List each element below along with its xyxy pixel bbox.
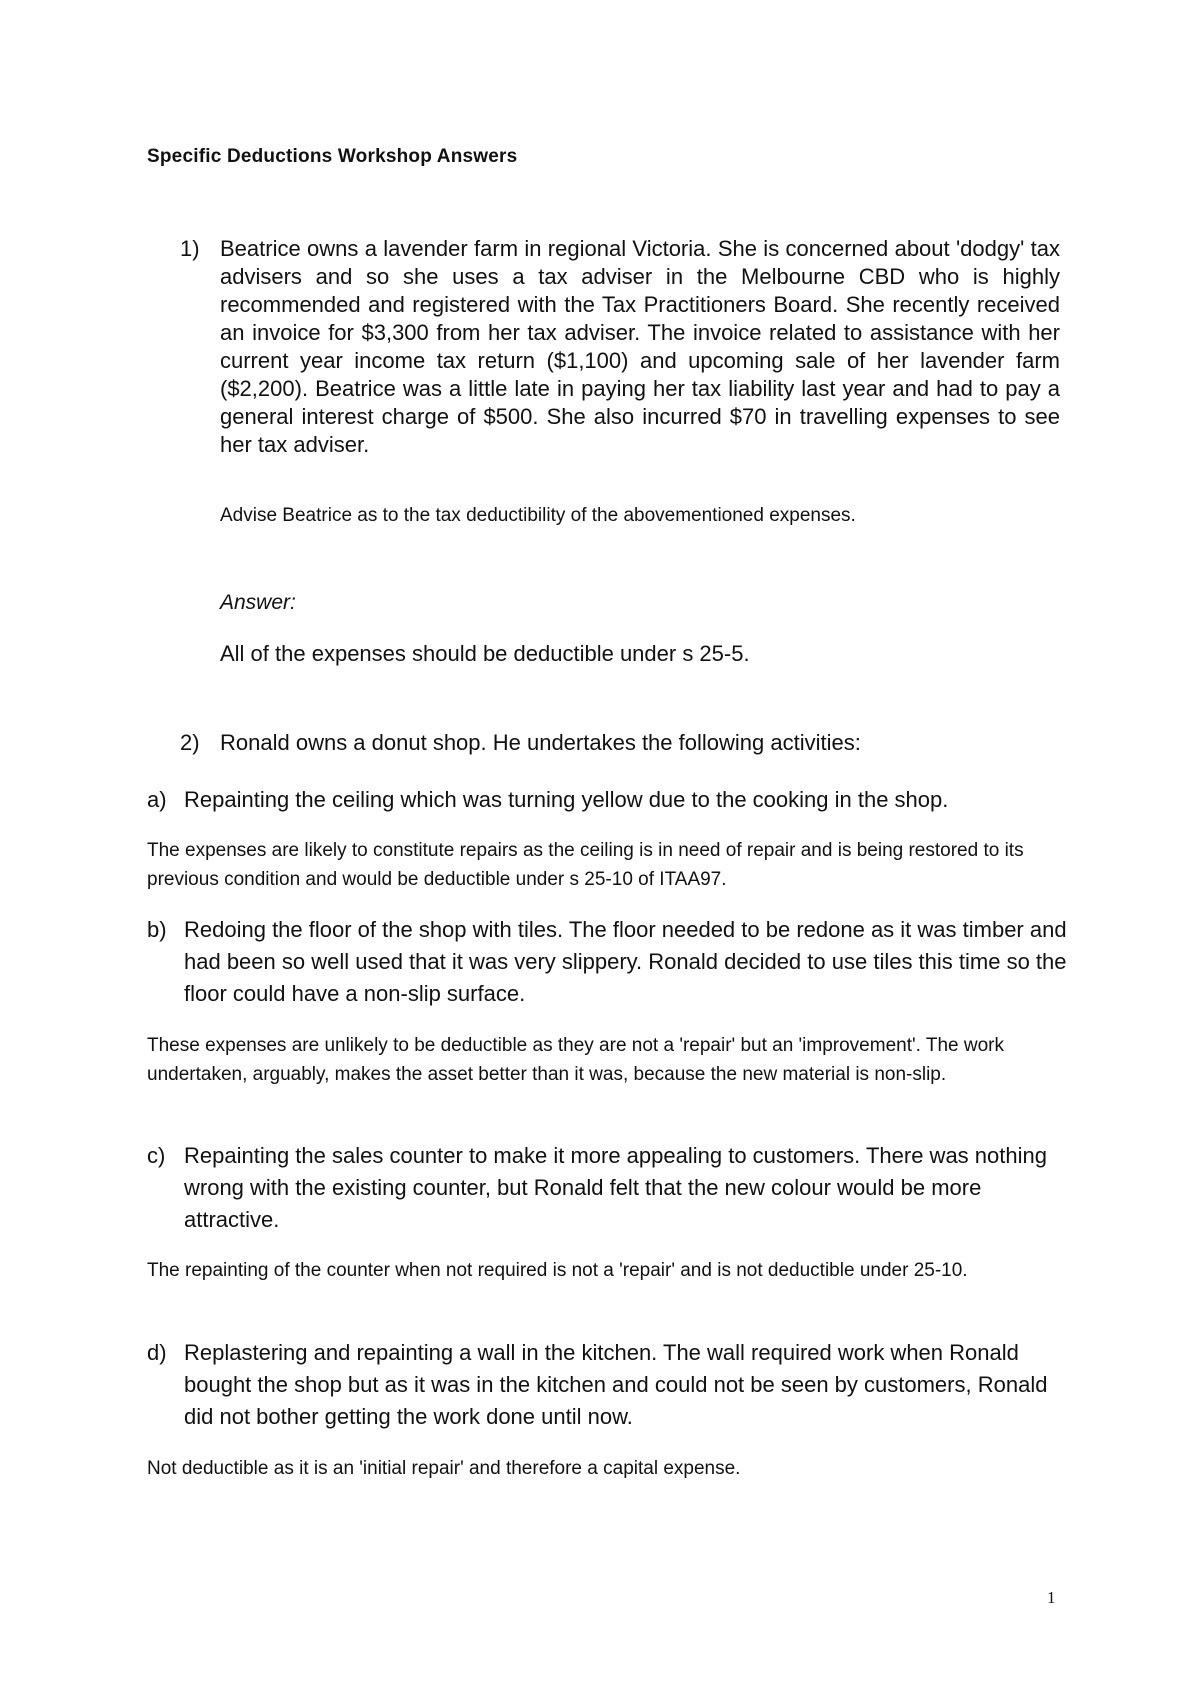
- part-c-text: Repainting the sales counter to make it more appealing to customers. There was nothing wrong with the existing counter, but Ronald felt that the new colour would be more attractive.: [184, 1143, 1047, 1232]
- question-2-text: Ronald owns a donut shop. He undertakes the following activities:: [220, 730, 861, 755]
- part-a-response: The expenses are likely to constitute repairs as the ceiling is in need of repair and is being restored to its previous condition and would be deductible under s 25-10 of ITAA97.: [147, 840, 1024, 890]
- part-c: [147, 1140, 1067, 1236]
- answer-text: All of the expenses should be deductible under s 25-5.: [220, 641, 750, 666]
- part-a-letter: a): [147, 787, 167, 812]
- part-a-text: Repainting the ceiling which was turning yellow due to the cooking in the shop.: [184, 787, 949, 812]
- part-b-response: These expenses are unlikely to be deductible as they are not a 'repair' but an 'improvement'. The work undertaken, arguably, makes the asset better than it was, because the new material is non-slip.: [147, 1035, 1004, 1085]
- question-2-number: 2): [180, 730, 200, 755]
- question-2: [180, 730, 861, 756]
- part-d: [147, 1337, 1067, 1433]
- question-1-instruction: Advise Beatrice as to the tax deductibility of the abovementioned expenses.: [220, 505, 856, 526]
- question-1-number: 1): [180, 236, 200, 261]
- part-b-letter: b): [147, 917, 167, 942]
- part-c-response: The repainting of the counter when not required is not a 'repair' and is not deductible under 25-10.: [147, 1260, 968, 1281]
- part-b-text: Redoing the floor of the shop with tiles. The floor needed to be redone as it was timber and had been so well used that it was very slippery. Ronald decided to use tiles this time so the floor could have a non-slip surface.: [184, 917, 1067, 1006]
- question-1: [180, 235, 1060, 459]
- question-1-text: Beatrice owns a lavender farm in regional Victoria. She is concerned about 'dodgy' tax advisers and so she uses a tax adviser in the Melbourne CBD who is highly recommended and registered with the Tax Practitioners Board. She recently received an invoice for $3,300 from her tax adviser. The invoice related to assistance with her current year income tax return ($1,100) and upcoming sale of her lavender farm ($2,200). Beatrice was a little late in paying her tax liability last year and had to pay a general interest charge of $500. She also incurred $70 in travelling expenses to see her tax adviser.: [220, 236, 1060, 457]
- answer-label: Answer:: [220, 591, 296, 614]
- page-number: 1: [1047, 1588, 1056, 1607]
- part-d-text: Replastering and repainting a wall in the kitchen. The wall required work when Ronald bought the shop but as it was in the kitchen and could not be seen by customers, Ronald did not bother getting the work done until now.: [184, 1340, 1048, 1429]
- part-d-response: Not deductible as it is an 'initial repair' and therefore a capital expense.: [147, 1458, 741, 1479]
- part-c-letter: c): [147, 1143, 166, 1168]
- part-d-letter: d): [147, 1340, 167, 1365]
- part-b: [147, 914, 1067, 1010]
- part-a: [147, 784, 1067, 816]
- document-title: Specific Deductions Workshop Answers: [147, 146, 518, 167]
